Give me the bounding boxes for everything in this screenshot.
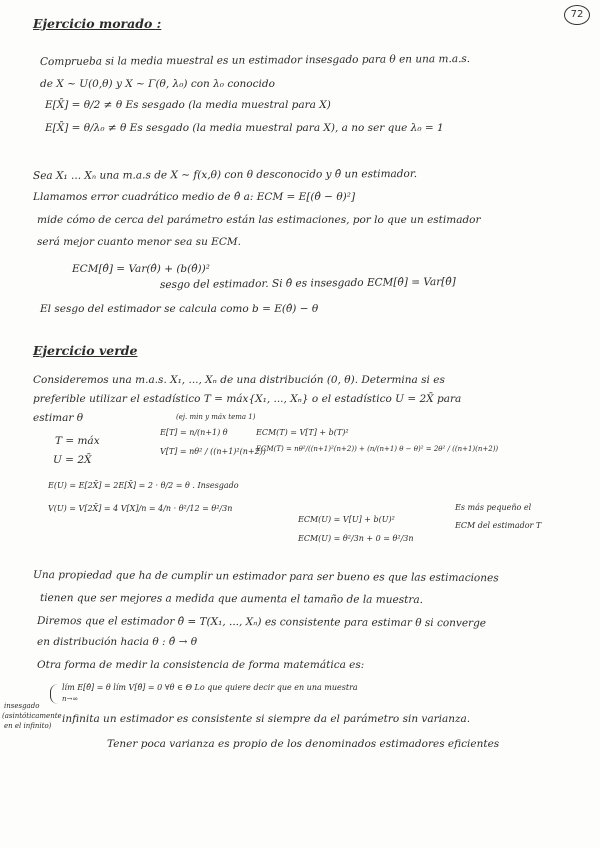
equation-ECMT: ECM(T) = V[T] + b(T)² (256, 428, 349, 437)
small-note: (ej. min y máx tema 1) (176, 413, 256, 421)
text-line: Consideremos una m.a.s. X₁, ..., Xₙ de una distribución (0, θ). Determina si es (33, 374, 445, 386)
side-note: insesgado (4, 702, 40, 710)
equation-line: E[X̄] = θ/2 ≠ θ Es sesgado (la media muestral para X) (45, 99, 331, 111)
equation-ET: E[T] = n/(n+1) θ (160, 428, 228, 437)
equation-ECMU-result: ECM(U) = θ²/3n + 0 = θ²/3n (298, 534, 414, 543)
side-note: (asintóticamente (2, 712, 62, 720)
section-title-morado: Ejercicio morado : (33, 16, 162, 31)
page-number: 72 (564, 5, 590, 25)
limit-subscript: n→∞ (62, 695, 79, 703)
text-line: Otra forma de medir la consistencia de forma matemática es: (37, 659, 365, 671)
text-line: Sea X₁ ... Xₙ una m.a.s de X ~ f(x,θ) con θ desconocido y θ̂ un estimador. (32, 167, 418, 182)
text-line: será mejor cuanto menor sea su ECM. (37, 236, 241, 248)
equation-ECMT-expanded: ECM(T) = nθ²/((n+1)²(n+2)) + (n/(n+1) θ − θ)² = 2θ² / ((n+1)(n+2)) (256, 445, 499, 453)
text-line: El sesgo del estimador se calcula como b = E(θ̂) − θ (40, 303, 319, 315)
bracket-mark (50, 684, 63, 704)
text-line: Una propiedad que ha de cumplir un estimador para ser bueno es que las estimaciones (32, 569, 499, 585)
text-line: preferible utilizar el estadístico T = máx{X₁, ..., Xₙ} o el estadístico U = 2X̄ para (33, 393, 462, 405)
equation-limits: lím E[θ̂] = θ lím V[θ̂] = 0 ∀θ ∈ Θ Lo que quiere decir que en una muestra (62, 683, 358, 692)
equation-ECMU: ECM(U) = V[U] + b(U)² (298, 515, 395, 524)
text-line: sesgo del estimador. Si θ̂ es insesgado ECM[θ̂] = Var[θ̂] (159, 275, 456, 291)
conclusion-line: Es más pequeño el (455, 503, 532, 512)
equation-VT: V[T] = nθ² / ((n+1)²(n+2)) (160, 447, 266, 456)
text-line: en distribución hacia θ : θ̂ → θ (37, 636, 198, 648)
text-line: estimar θ (33, 412, 84, 424)
label-T: T = máx (55, 435, 100, 447)
text-line: mide cómo de cerca del parámetro están las estimaciones, por lo que un estimador (37, 214, 481, 226)
text-line: Diremos que el estimador θ̂ = T(X₁, ..., Xₙ) es consistente para estimar θ si converge (36, 615, 487, 630)
text-line: Comprueba si la media muestral es un estimador insesgado para θ en una m.a.s. (39, 52, 471, 68)
label-U: U = 2X̄ (53, 454, 92, 466)
side-note: en el infinito) (4, 722, 52, 730)
text-line: Llamamos error cuadrático medio de θ̂ a: ECM = E[(θ̂ − θ)²] (33, 191, 356, 203)
section-title-verde: Ejercicio verde (33, 343, 138, 358)
equation-EU: E(U) = E[2X̄] = 2E[X̄] = 2 · θ/2 = θ . Insesgado (48, 481, 239, 490)
text-line: de X ~ U(0,θ) y X ~ Γ(θ, λ₀) con λ₀ conocido (40, 78, 275, 90)
text-line: infinita un estimador es consistente si siempre da el parámetro sin varianza. (62, 713, 471, 725)
equation-line: E[X̄] = θ/λ₀ ≠ θ Es sesgado (la media muestral para X), a no ser que λ₀ = 1 (45, 122, 444, 134)
text-line: Tener poca varianza es propio de los denominados estimadores eficientes (107, 738, 500, 750)
conclusion-line: ECM del estimador T (455, 521, 542, 530)
text-line: tienen que ser mejores a medida que aumenta el tamaño de la muestra. (39, 592, 423, 607)
equation-VU: V(U) = V[2X̄] = 4 V[X]/n = 4/n · θ²/12 = θ²/3n (48, 504, 233, 513)
equation-line: ECM[θ̂] = Var(θ̂) + (b(θ̂))² (72, 263, 210, 275)
